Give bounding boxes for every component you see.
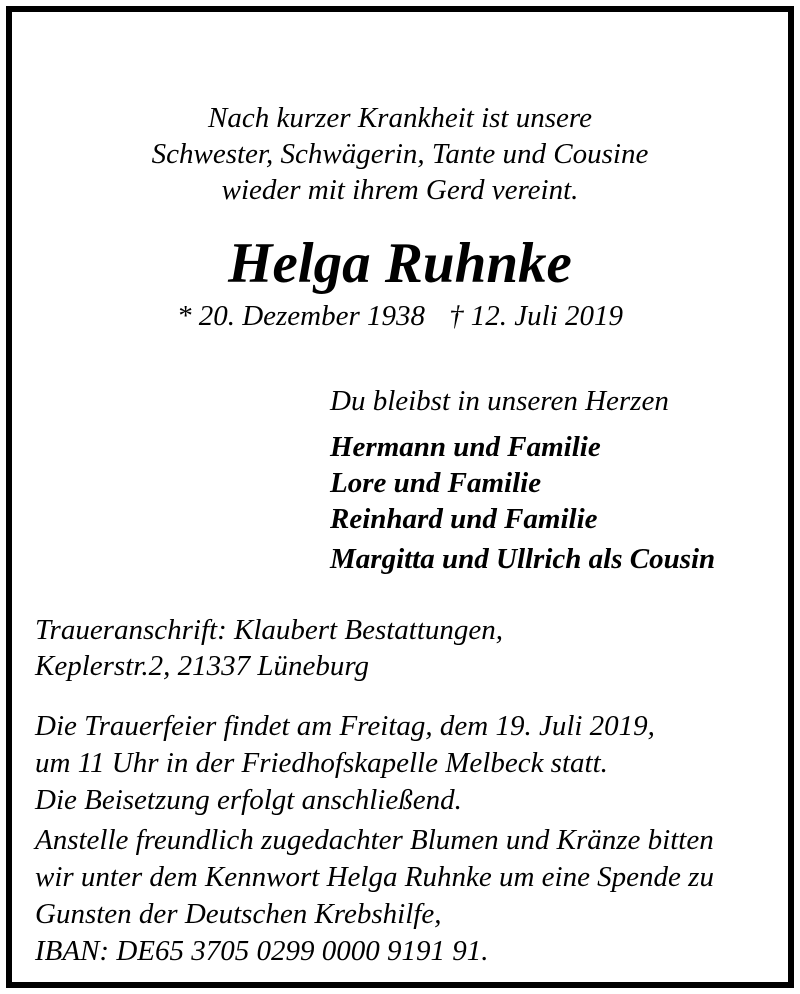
life-dates [0, 298, 800, 334]
intro-text [0, 100, 800, 208]
ceremony-info [35, 708, 655, 819]
donation-iban: IBAN: DE65 3705 0299 0000 9191 91. [35, 935, 489, 967]
birth-date: * 20. Dezember 1938 [176, 300, 426, 332]
mourner-entry: Lore und Familie [330, 467, 542, 499]
intro-line: wieder mit ihrem Gerd vereint. [221, 174, 579, 206]
deceased-name: Helga Ruhnke [228, 232, 572, 295]
ceremony-line: Die Trauerfeier findet am Freitag, dem 19. Juli 2019, [35, 710, 655, 742]
death-date: † 12. Juli 2019 [449, 300, 624, 332]
mourner-entry: Margitta und Ullrich als Cousin [330, 543, 716, 575]
intro-line: Schwester, Schwägerin, Tante und Cousine [151, 138, 649, 170]
donation-line: Gunsten der Deutschen Krebshilfe, [35, 898, 442, 930]
mourner-entry: Hermann und Familie [330, 431, 601, 463]
mourner-entry: Reinhard und Familie [330, 503, 598, 535]
ceremony-line: um 11 Uhr in der Friedhofskapelle Melbeck statt. [35, 747, 608, 779]
donation-line: Anstelle freundlich zugedachter Blumen und Kränze bitten [35, 824, 714, 856]
donation-line: wir unter dem Kennwort Helga Ruhnke um eine Spende zu [35, 861, 714, 893]
motto: Du bleibst in unseren Herzen [330, 385, 669, 417]
donation-info [35, 822, 714, 970]
address-line: Keplerstr.2, 21337 Lüneburg [35, 650, 370, 682]
mourning-address [35, 612, 503, 684]
address-line: Traueranschrift: Klaubert Bestattungen, [35, 614, 504, 646]
intro-line: Nach kurzer Krankheit ist unsere [208, 102, 592, 134]
mourners-list [330, 429, 715, 577]
ceremony-line: Die Beisetzung erfolgt anschließend. [35, 784, 462, 816]
